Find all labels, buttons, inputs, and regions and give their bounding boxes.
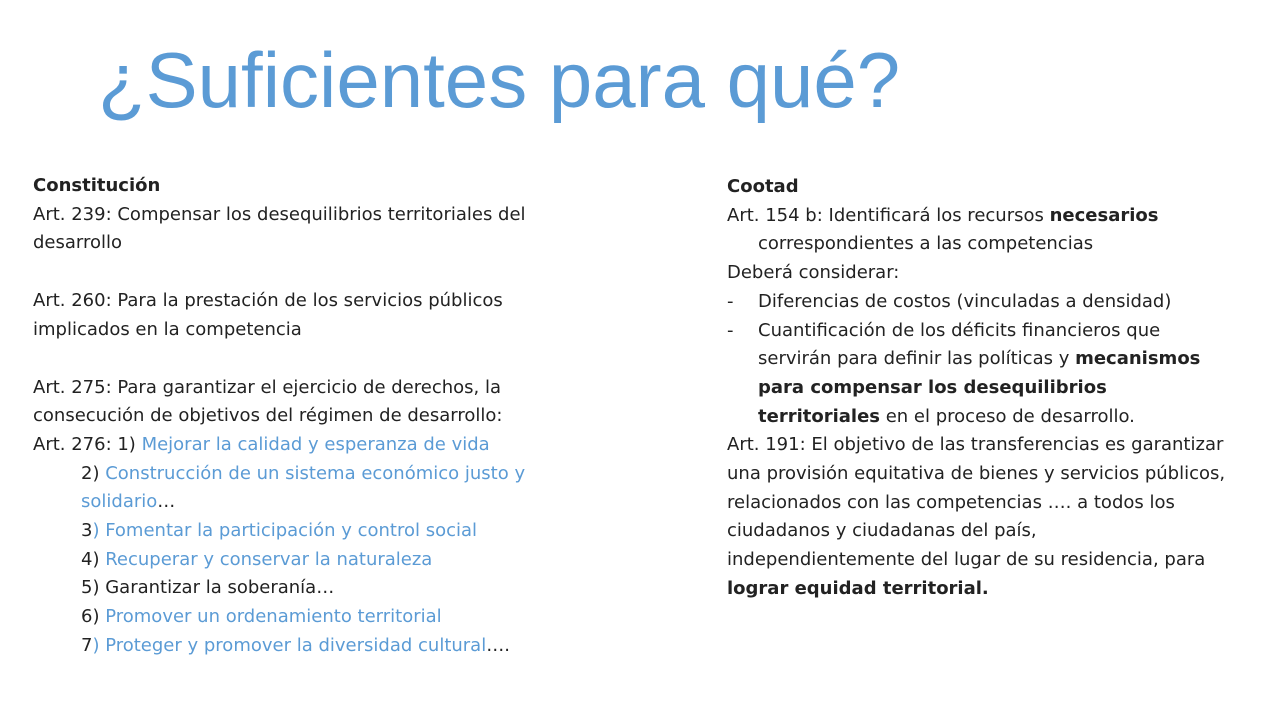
- cootad-heading: Cootad: [727, 176, 799, 197]
- art-276-item-4: [33, 546, 593, 575]
- art-154-text: Art. 154 b: Identificará los recursos: [727, 204, 1050, 226]
- art-276-item-1: [33, 431, 593, 460]
- slide-title: ¿Suficientes para qué?: [98, 36, 901, 124]
- art-276-item-3: [33, 517, 593, 546]
- item-7-text: ) Proteger y promover la diversidad cultural: [92, 634, 487, 656]
- art-276-item-5: [33, 574, 593, 603]
- constitution-column: [33, 172, 593, 661]
- bullet-1: [727, 288, 1227, 317]
- art-239: Art. 239: Compensar los desequilibrios territoriales del desarrollo: [33, 203, 526, 254]
- art-154-bold: necesarios: [1049, 204, 1159, 226]
- art-276-item-2: [33, 460, 593, 517]
- art-276-prefix: Art. 276: 1): [33, 433, 142, 455]
- item-7-suffix: ….: [486, 634, 510, 656]
- art-276-item-7: [33, 632, 593, 661]
- dash-marker: -: [727, 290, 734, 312]
- cootad-column: [727, 173, 1227, 604]
- art-154: [727, 202, 1227, 259]
- art-260: Art. 260: Para la prestación de los servicios públicos implicados en la competencia: [33, 290, 503, 340]
- item-6-num: 6): [81, 606, 100, 628]
- spacer: [33, 258, 593, 287]
- art-191: [727, 431, 1227, 603]
- art-191-text: Art. 191: El objetivo de las transferencias es garantizar una provisión equitativa de bienes y servicios públicos, relacionados con las competencias …. a todos los ciudadanos y ciudadanas del país, independientemente del lugar de su residencia, para: [727, 434, 1226, 571]
- bullet-2-text-end: en el proceso de desarrollo.: [880, 405, 1135, 427]
- art-275: Art. 275: Para garantizar el ejercicio de derechos, la consecución de objetivos del régimen de desarrollo:: [33, 376, 503, 427]
- art-191-bold: lograr equidad territorial.: [727, 577, 989, 599]
- item-2-suffix: …: [157, 491, 176, 513]
- bullet-2-bold: mecanismos para compensar los desequilibrios territoriales: [758, 348, 1201, 427]
- item-4-text: Recuperar y conservar la naturaleza: [105, 548, 433, 570]
- bullet-2: [727, 317, 1227, 432]
- spacer: [33, 345, 593, 374]
- item-6-text: Promover un ordenamiento territorial: [105, 606, 442, 628]
- dash-marker: -: [727, 319, 734, 341]
- art-154-text-end: correspondientes a las competencias: [758, 233, 1094, 255]
- item-3-num: 3: [81, 520, 93, 542]
- item-5-text: Garantizar la soberanía…: [105, 577, 335, 599]
- bullet-1-text: Diferencias de costos (vinculadas a densidad): [758, 290, 1172, 312]
- item-5-num: 5): [81, 577, 100, 599]
- item-4-num: 4): [81, 548, 100, 570]
- item-2-num: 2): [81, 462, 100, 484]
- art-276-item-6: [33, 603, 593, 632]
- constitution-heading: Constitución: [33, 175, 161, 196]
- item-1-text: Mejorar la calidad y esperanza de vida: [141, 433, 490, 455]
- consider-label: Deberá considerar:: [727, 262, 900, 284]
- item-3-text: ) Fomentar la participación y control social: [92, 520, 478, 542]
- bullet-2-text: Cuantificación de los déficits financieros que servirán para definir las políticas y: [758, 319, 1161, 370]
- item-7-num: 7: [81, 634, 93, 656]
- item-2-text: Construcción de un sistema económico justo y solidario: [81, 462, 526, 513]
